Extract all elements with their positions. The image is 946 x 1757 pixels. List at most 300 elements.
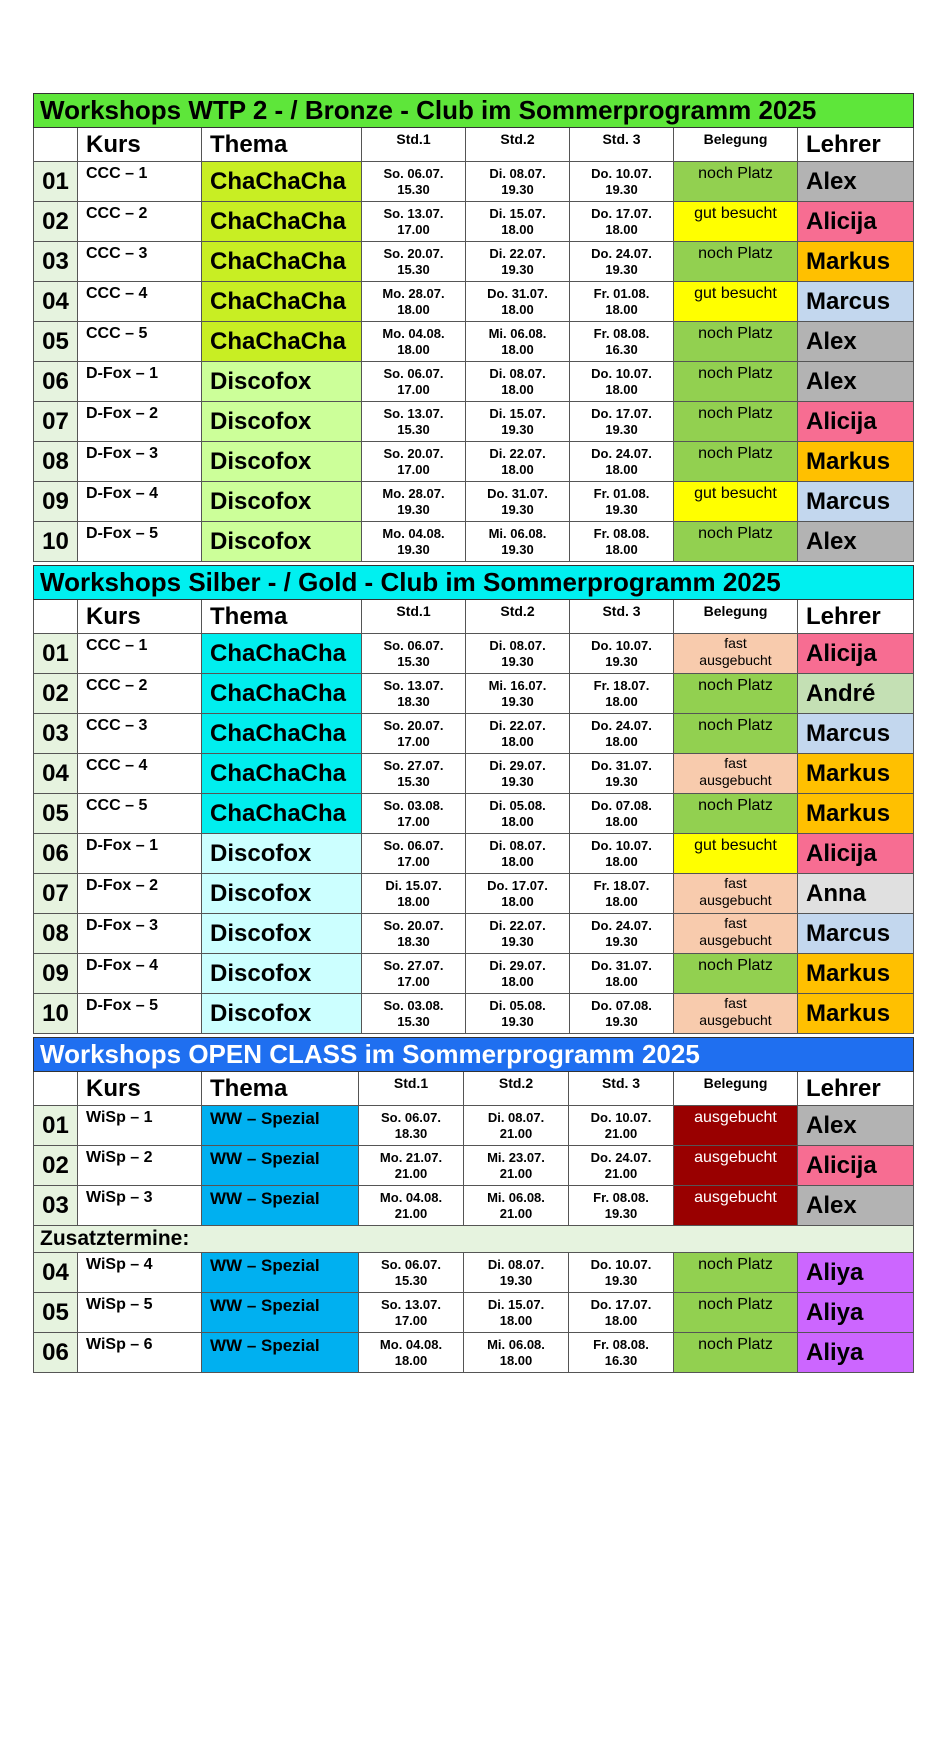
course-topic: Discofox bbox=[202, 522, 362, 562]
session-2-date bbox=[466, 402, 570, 442]
date-day: So. 27.07. bbox=[383, 957, 444, 973]
workshop-row bbox=[34, 242, 914, 282]
date-time: 17.00 bbox=[397, 733, 430, 749]
date-time: 19.30 bbox=[501, 501, 534, 517]
workshop-row bbox=[34, 794, 914, 834]
date-day: Mi. 16.07. bbox=[488, 677, 547, 693]
date-time: 18.00 bbox=[605, 973, 638, 989]
occupancy-status bbox=[674, 634, 798, 674]
date-time: 19.30 bbox=[604, 1272, 638, 1288]
course-topic: Discofox bbox=[202, 362, 362, 402]
header-std1: Std.1 bbox=[362, 600, 466, 634]
row-number: 06 bbox=[34, 1333, 78, 1373]
workshop-row bbox=[34, 674, 914, 714]
header-num-cell bbox=[34, 1072, 78, 1106]
date-time: 18.00 bbox=[605, 813, 638, 829]
session-3-date bbox=[570, 242, 674, 282]
header-belegung: Belegung bbox=[674, 1072, 798, 1106]
date-time: 19.30 bbox=[605, 933, 638, 949]
session-3-date bbox=[569, 1333, 674, 1373]
date-time: 21.00 bbox=[394, 1165, 428, 1181]
course-code: D-Fox – 1 bbox=[78, 834, 202, 874]
date-day: Do. 31.07. bbox=[487, 485, 548, 501]
course-code: D-Fox – 4 bbox=[78, 482, 202, 522]
date-time: 15.30 bbox=[394, 1272, 428, 1288]
date-day: So. 06.07. bbox=[383, 837, 444, 853]
workshop-row bbox=[34, 442, 914, 482]
course-topic: Discofox bbox=[202, 482, 362, 522]
session-3-date bbox=[569, 1253, 674, 1293]
teacher-name: Alicija bbox=[798, 202, 914, 242]
date-time: 18.30 bbox=[394, 1125, 428, 1141]
date-day: Do. 31.07. bbox=[591, 757, 652, 773]
workshop-row bbox=[34, 1293, 914, 1333]
session-2-date bbox=[466, 242, 570, 282]
occupancy-status bbox=[674, 874, 798, 914]
date-time: 18.00 bbox=[605, 461, 638, 477]
session-3-date bbox=[569, 1106, 674, 1146]
header-num-cell bbox=[34, 600, 78, 634]
session-2-date bbox=[464, 1146, 569, 1186]
workshop-row bbox=[34, 874, 914, 914]
session-2-date bbox=[466, 522, 570, 562]
occupancy-status: noch Platz bbox=[674, 362, 798, 402]
session-1-date bbox=[362, 954, 466, 994]
course-topic: WW – Spezial bbox=[202, 1106, 359, 1146]
row-number: 03 bbox=[34, 714, 78, 754]
open-class-workshops-section bbox=[33, 1037, 913, 1373]
date-day: Do. 24.07. bbox=[590, 1149, 652, 1165]
date-day: Di. 29.07. bbox=[489, 757, 546, 773]
session-1-date bbox=[359, 1293, 464, 1333]
date-time: 19.30 bbox=[397, 541, 430, 557]
row-number: 06 bbox=[34, 362, 78, 402]
column-header-row bbox=[34, 600, 914, 634]
course-topic: WW – Spezial bbox=[202, 1253, 359, 1293]
date-time: 15.30 bbox=[397, 421, 430, 437]
session-1-date bbox=[362, 242, 466, 282]
course-code: D-Fox – 5 bbox=[78, 994, 202, 1034]
date-time: 16.30 bbox=[605, 341, 638, 357]
workshop-row bbox=[34, 1253, 914, 1293]
session-2-date bbox=[466, 634, 570, 674]
teacher-name: Alicija bbox=[798, 634, 914, 674]
date-time: 18.30 bbox=[397, 693, 430, 709]
occupancy-status bbox=[674, 754, 798, 794]
row-number: 03 bbox=[34, 1186, 78, 1226]
date-day: Di. 29.07. bbox=[489, 957, 546, 973]
row-number: 05 bbox=[34, 1293, 78, 1333]
date-day: So. 20.07. bbox=[383, 917, 444, 933]
course-topic: ChaChaCha bbox=[202, 634, 362, 674]
date-time: 19.30 bbox=[501, 261, 534, 277]
occupancy-status: noch Platz bbox=[674, 162, 798, 202]
session-2-date bbox=[466, 994, 570, 1034]
date-day: Do. 31.07. bbox=[591, 957, 652, 973]
session-2-date bbox=[466, 162, 570, 202]
date-day: So. 06.07. bbox=[381, 1256, 441, 1272]
course-code: WiSp – 6 bbox=[78, 1333, 202, 1373]
date-time: 18.00 bbox=[499, 1312, 533, 1328]
silver-gold-schedule-table bbox=[33, 565, 914, 1034]
course-topic: ChaChaCha bbox=[202, 162, 362, 202]
session-3-date bbox=[570, 522, 674, 562]
course-topic: Discofox bbox=[202, 874, 362, 914]
session-3-date bbox=[570, 794, 674, 834]
date-day: Di. 08.07. bbox=[487, 1256, 545, 1272]
date-day: Di. 08.07. bbox=[489, 365, 546, 381]
session-1-date bbox=[362, 362, 466, 402]
date-time: 17.00 bbox=[397, 461, 430, 477]
date-time: 17.00 bbox=[397, 973, 430, 989]
course-code: CCC – 3 bbox=[78, 714, 202, 754]
date-day: Mo. 04.08. bbox=[379, 1189, 443, 1205]
session-1-date bbox=[362, 914, 466, 954]
row-number: 03 bbox=[34, 242, 78, 282]
bronze-workshops-section bbox=[33, 93, 913, 562]
date-day: Fr. 08.08. bbox=[593, 1336, 649, 1352]
date-day: So. 03.08. bbox=[383, 797, 444, 813]
session-2-date bbox=[466, 362, 570, 402]
teacher-name: Marcus bbox=[798, 714, 914, 754]
occupancy-status: noch Platz bbox=[674, 1333, 798, 1373]
workshop-row bbox=[34, 402, 914, 442]
occupancy-status-line: ausgebucht bbox=[699, 772, 772, 788]
workshop-row bbox=[34, 282, 914, 322]
date-time: 21.00 bbox=[499, 1205, 533, 1221]
course-topic: Discofox bbox=[202, 914, 362, 954]
occupancy-status: gut besucht bbox=[674, 202, 798, 242]
header-std3: Std. 3 bbox=[570, 600, 674, 634]
teacher-name: Alicija bbox=[798, 402, 914, 442]
date-day: Di. 08.07. bbox=[487, 1109, 545, 1125]
course-topic: ChaChaCha bbox=[202, 282, 362, 322]
header-kurs: Kurs bbox=[78, 1072, 202, 1106]
row-number: 09 bbox=[34, 482, 78, 522]
row-number: 02 bbox=[34, 202, 78, 242]
date-time: 19.30 bbox=[501, 933, 534, 949]
occupancy-status: noch Platz bbox=[674, 442, 798, 482]
session-3-date bbox=[569, 1146, 674, 1186]
header-lehrer: Lehrer bbox=[798, 600, 914, 634]
date-time: 18.00 bbox=[501, 221, 534, 237]
date-day: Do. 10.07. bbox=[591, 365, 652, 381]
date-time: 18.00 bbox=[394, 1352, 428, 1368]
date-day: Do. 07.08. bbox=[591, 797, 652, 813]
course-code: D-Fox – 5 bbox=[78, 522, 202, 562]
course-code: D-Fox – 3 bbox=[78, 914, 202, 954]
date-time: 18.00 bbox=[605, 221, 638, 237]
date-time: 19.30 bbox=[501, 653, 534, 669]
course-code: CCC – 3 bbox=[78, 242, 202, 282]
date-day: Fr. 08.08. bbox=[593, 525, 650, 541]
occupancy-status: noch Platz bbox=[674, 794, 798, 834]
row-number: 06 bbox=[34, 834, 78, 874]
session-2-date bbox=[466, 322, 570, 362]
course-topic: ChaChaCha bbox=[202, 674, 362, 714]
date-day: Do. 24.07. bbox=[591, 445, 652, 461]
date-time: 18.00 bbox=[501, 341, 534, 357]
date-day: So. 13.07. bbox=[383, 405, 444, 421]
session-3-date bbox=[570, 674, 674, 714]
date-time: 16.30 bbox=[604, 1352, 638, 1368]
date-time: 18.00 bbox=[501, 813, 534, 829]
row-number: 07 bbox=[34, 874, 78, 914]
session-1-date bbox=[359, 1146, 464, 1186]
session-3-date bbox=[570, 914, 674, 954]
teacher-name: Aliya bbox=[798, 1333, 914, 1373]
date-time: 19.30 bbox=[501, 693, 534, 709]
silver-gold-workshops-section bbox=[33, 565, 913, 1034]
workshop-row bbox=[34, 202, 914, 242]
header-lehrer: Lehrer bbox=[798, 1072, 914, 1106]
session-3-date bbox=[570, 362, 674, 402]
session-3-date bbox=[570, 714, 674, 754]
date-day: Do. 17.07. bbox=[591, 205, 652, 221]
occupancy-status: noch Platz bbox=[674, 322, 798, 362]
date-time: 21.00 bbox=[499, 1165, 533, 1181]
date-time: 18.00 bbox=[501, 461, 534, 477]
date-day: So. 13.07. bbox=[383, 677, 444, 693]
teacher-name: Markus bbox=[798, 754, 914, 794]
date-time: 21.00 bbox=[394, 1205, 428, 1221]
date-day: So. 06.07. bbox=[381, 1109, 441, 1125]
date-day: So. 20.07. bbox=[383, 717, 444, 733]
teacher-name: Alex bbox=[798, 362, 914, 402]
session-1-date bbox=[362, 714, 466, 754]
occupancy-status-line: fast bbox=[724, 915, 747, 931]
date-time: 19.30 bbox=[501, 773, 534, 789]
date-time: 18.00 bbox=[605, 893, 638, 909]
session-1-date bbox=[362, 522, 466, 562]
date-time: 18.00 bbox=[605, 381, 638, 397]
session-1-date bbox=[362, 634, 466, 674]
session-1-date bbox=[359, 1186, 464, 1226]
date-day: So. 27.07. bbox=[383, 757, 444, 773]
occupancy-status: noch Platz bbox=[674, 714, 798, 754]
workshop-row bbox=[34, 994, 914, 1034]
session-2-date bbox=[466, 674, 570, 714]
occupancy-status bbox=[674, 994, 798, 1034]
date-day: Fr. 18.07. bbox=[593, 677, 650, 693]
session-1-date bbox=[362, 834, 466, 874]
session-2-date bbox=[466, 874, 570, 914]
date-day: Fr. 08.08. bbox=[593, 325, 650, 341]
session-3-date bbox=[570, 954, 674, 994]
date-day: Mi. 06.08. bbox=[488, 325, 547, 341]
workshop-row bbox=[34, 834, 914, 874]
date-day: Mo. 04.08. bbox=[382, 325, 445, 341]
course-code: CCC – 4 bbox=[78, 754, 202, 794]
date-day: Mi. 06.08. bbox=[488, 525, 547, 541]
teacher-name: Markus bbox=[798, 442, 914, 482]
course-topic: Discofox bbox=[202, 994, 362, 1034]
session-1-date bbox=[362, 754, 466, 794]
teacher-name: Alex bbox=[798, 1186, 914, 1226]
date-time: 21.00 bbox=[499, 1125, 533, 1141]
date-time: 18.30 bbox=[397, 933, 430, 949]
session-1-date bbox=[362, 482, 466, 522]
session-2-date bbox=[464, 1186, 569, 1226]
course-code: D-Fox – 2 bbox=[78, 402, 202, 442]
date-time: 18.00 bbox=[501, 381, 534, 397]
session-2-date bbox=[466, 442, 570, 482]
session-2-date bbox=[466, 794, 570, 834]
date-day: Do. 10.07. bbox=[590, 1109, 652, 1125]
date-day: Do. 07.08. bbox=[591, 997, 652, 1013]
course-code: D-Fox – 1 bbox=[78, 362, 202, 402]
date-time: 19.30 bbox=[501, 421, 534, 437]
date-time: 18.00 bbox=[605, 853, 638, 869]
date-day: Do. 17.07. bbox=[591, 405, 652, 421]
date-time: 18.00 bbox=[605, 301, 638, 317]
row-number: 01 bbox=[34, 162, 78, 202]
course-topic: Discofox bbox=[202, 402, 362, 442]
workshop-row bbox=[34, 634, 914, 674]
session-3-date bbox=[570, 282, 674, 322]
workshop-row bbox=[34, 914, 914, 954]
date-time: 21.00 bbox=[604, 1165, 638, 1181]
row-number: 09 bbox=[34, 954, 78, 994]
header-std2: Std.2 bbox=[464, 1072, 569, 1106]
course-topic: ChaChaCha bbox=[202, 714, 362, 754]
date-day: So. 13.07. bbox=[381, 1296, 441, 1312]
date-day: Mi. 06.08. bbox=[487, 1336, 545, 1352]
occupancy-status bbox=[674, 914, 798, 954]
session-2-date bbox=[466, 834, 570, 874]
session-2-date bbox=[464, 1106, 569, 1146]
date-time: 15.30 bbox=[397, 181, 430, 197]
session-2-date bbox=[466, 202, 570, 242]
session-1-date bbox=[359, 1106, 464, 1146]
date-day: Do. 17.07. bbox=[487, 877, 548, 893]
course-code: CCC – 1 bbox=[78, 634, 202, 674]
course-code: CCC – 5 bbox=[78, 794, 202, 834]
session-1-date bbox=[362, 282, 466, 322]
occupancy-status-line: ausgebucht bbox=[699, 652, 772, 668]
course-topic: Discofox bbox=[202, 442, 362, 482]
date-day: Fr. 08.08. bbox=[593, 1189, 649, 1205]
occupancy-status: noch Platz bbox=[674, 242, 798, 282]
date-time: 18.00 bbox=[397, 301, 430, 317]
session-3-date bbox=[570, 402, 674, 442]
date-time: 19.30 bbox=[605, 421, 638, 437]
column-header-row bbox=[34, 128, 914, 162]
date-day: Mo. 04.08. bbox=[379, 1336, 443, 1352]
date-time: 19.30 bbox=[605, 1013, 638, 1029]
date-day: Di. 08.07. bbox=[489, 837, 546, 853]
session-3-date bbox=[570, 834, 674, 874]
date-day: Di. 08.07. bbox=[489, 637, 546, 653]
header-lehrer: Lehrer bbox=[798, 128, 914, 162]
additional-dates-label: Zusatztermine: bbox=[34, 1226, 914, 1253]
session-3-date bbox=[570, 634, 674, 674]
course-topic: ChaChaCha bbox=[202, 242, 362, 282]
header-std2: Std.2 bbox=[466, 128, 570, 162]
date-time: 17.00 bbox=[394, 1312, 428, 1328]
date-day: Di. 08.07. bbox=[489, 165, 546, 181]
occupancy-status-line: ausgebucht bbox=[699, 932, 772, 948]
date-time: 19.30 bbox=[501, 1013, 534, 1029]
course-code: WiSp – 5 bbox=[78, 1293, 202, 1333]
teacher-name: Alex bbox=[798, 522, 914, 562]
date-time: 17.00 bbox=[397, 381, 430, 397]
session-1-date bbox=[362, 162, 466, 202]
row-number: 04 bbox=[34, 1253, 78, 1293]
session-1-date bbox=[362, 794, 466, 834]
date-time: 18.00 bbox=[501, 301, 534, 317]
row-number: 02 bbox=[34, 1146, 78, 1186]
course-code: CCC – 4 bbox=[78, 282, 202, 322]
occupancy-status: noch Platz bbox=[674, 674, 798, 714]
row-number: 01 bbox=[34, 634, 78, 674]
header-num-cell bbox=[34, 128, 78, 162]
teacher-name: Alex bbox=[798, 322, 914, 362]
date-day: Di. 22.07. bbox=[489, 245, 546, 261]
date-time: 19.30 bbox=[605, 501, 638, 517]
header-kurs: Kurs bbox=[78, 128, 202, 162]
date-day: Mi. 23.07. bbox=[487, 1149, 545, 1165]
teacher-name: Marcus bbox=[798, 282, 914, 322]
row-number: 05 bbox=[34, 794, 78, 834]
teacher-name: Aliya bbox=[798, 1293, 914, 1333]
session-2-date bbox=[464, 1333, 569, 1373]
row-number: 08 bbox=[34, 442, 78, 482]
open-class-section-title: Workshops OPEN CLASS im Sommerprogramm 2025 bbox=[34, 1038, 914, 1072]
occupancy-status: noch Platz bbox=[674, 954, 798, 994]
date-day: Mo. 28.07. bbox=[382, 285, 445, 301]
date-time: 18.00 bbox=[501, 973, 534, 989]
date-time: 18.00 bbox=[397, 893, 430, 909]
date-time: 19.30 bbox=[499, 1272, 533, 1288]
session-2-date bbox=[464, 1253, 569, 1293]
date-day: Do. 10.07. bbox=[591, 837, 652, 853]
date-day: Mo. 04.08. bbox=[382, 525, 445, 541]
session-1-date bbox=[362, 322, 466, 362]
workshop-row bbox=[34, 1106, 914, 1146]
session-2-date bbox=[466, 754, 570, 794]
teacher-name: Anna bbox=[798, 874, 914, 914]
course-topic: ChaChaCha bbox=[202, 202, 362, 242]
open-class-schedule-table bbox=[33, 1037, 914, 1373]
row-number: 10 bbox=[34, 522, 78, 562]
occupancy-status: gut besucht bbox=[674, 834, 798, 874]
date-time: 15.30 bbox=[397, 773, 430, 789]
course-topic: WW – Spezial bbox=[202, 1186, 359, 1226]
teacher-name: Marcus bbox=[798, 482, 914, 522]
session-2-date bbox=[466, 714, 570, 754]
date-time: 19.30 bbox=[605, 261, 638, 277]
date-time: 18.00 bbox=[605, 693, 638, 709]
course-topic: WW – Spezial bbox=[202, 1293, 359, 1333]
workshop-row bbox=[34, 162, 914, 202]
session-2-date bbox=[466, 282, 570, 322]
date-time: 21.00 bbox=[604, 1125, 638, 1141]
course-code: WiSp – 2 bbox=[78, 1146, 202, 1186]
header-belegung: Belegung bbox=[674, 128, 798, 162]
occupancy-status: noch Platz bbox=[674, 1253, 798, 1293]
course-code: WiSp – 3 bbox=[78, 1186, 202, 1226]
session-3-date bbox=[570, 994, 674, 1034]
date-day: Fr. 01.08. bbox=[593, 485, 650, 501]
row-number: 08 bbox=[34, 914, 78, 954]
session-3-date bbox=[570, 442, 674, 482]
session-3-date bbox=[570, 162, 674, 202]
occupancy-status-line: fast bbox=[724, 755, 747, 771]
row-number: 04 bbox=[34, 754, 78, 794]
date-day: So. 06.07. bbox=[383, 637, 444, 653]
teacher-name: Alex bbox=[798, 162, 914, 202]
